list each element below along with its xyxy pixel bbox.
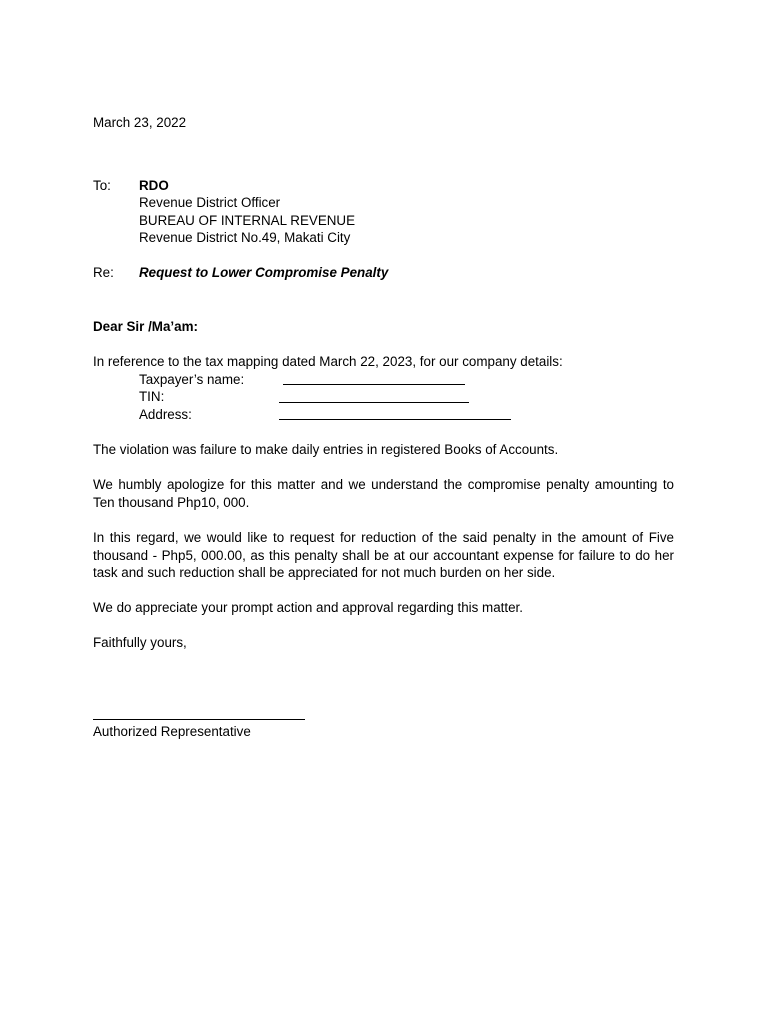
letter-date: March 23, 2022 <box>93 115 187 130</box>
closing: Faithfully yours, <box>93 635 187 650</box>
recipient-line-3: BUREAU OF INTERNAL REVENUE <box>139 213 356 228</box>
taxpayer-name-label: Taxpayer’s name: <box>139 372 245 387</box>
apology-paragraph: We humbly apologize for this matter and we understand the compromise penalty amounting to Ten thousand Php10, 000. <box>93 477 674 510</box>
salutation: Dear Sir /Ma’am: <box>93 319 198 334</box>
thanks-paragraph: We do appreciate your prompt action and approval regarding this matter. <box>93 600 523 615</box>
tin-blank <box>279 402 469 403</box>
to-label: To: <box>93 178 111 193</box>
signature-line <box>93 719 305 720</box>
address-label: Address: <box>139 407 192 422</box>
recipient-line-2: Revenue District Officer <box>139 195 281 210</box>
address-blank <box>279 419 511 420</box>
recipient-line-1: RDO <box>139 178 169 193</box>
subject-line: Request to Lower Compromise Penalty <box>139 265 389 280</box>
tin-label: TIN: <box>139 389 165 404</box>
intro-paragraph: In reference to the tax mapping dated March 22, 2023, for our company details: <box>93 354 563 369</box>
re-label: Re: <box>93 265 114 280</box>
recipient-line-4: Revenue District No.49, Makati City <box>139 230 351 245</box>
request-paragraph: In this regard, we would like to request for reduction of the said penalty in the amount of Five thousand - Php5, 000.00, as this penalty shall be at our accountant expense for failure to do her task and such reduction shall be appreciated for not much burden on her side. <box>93 530 674 580</box>
violation-paragraph: The violation was failure to make daily entries in registered Books of Accounts. <box>93 442 559 457</box>
taxpayer-name-blank <box>283 384 465 385</box>
signatory-title: Authorized Representative <box>93 724 251 739</box>
